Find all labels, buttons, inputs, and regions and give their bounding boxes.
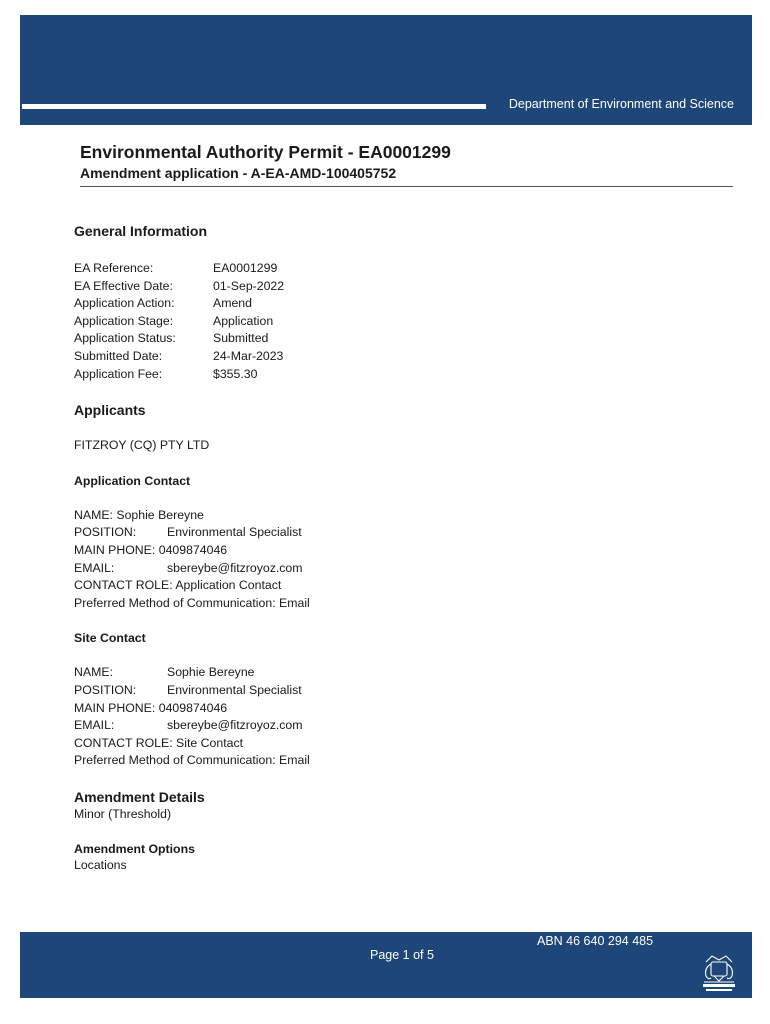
page-number: Page 1 of 5 [370, 948, 434, 962]
contact-name: NAME: Sophie Bereyne [74, 507, 204, 522]
section-heading: Amendment Details [74, 788, 205, 805]
contact-email: sbereybe@fitzroyoz.com [167, 718, 303, 733]
footer-band [20, 932, 752, 998]
info-value: 24-Mar-2023 [213, 348, 284, 363]
info-value: 01-Sep-2022 [213, 278, 285, 293]
preferred-communication: Preferred Method of Communication: Email [74, 753, 310, 768]
info-label: Application Fee: [74, 366, 163, 381]
contact-row [74, 682, 734, 700]
contact-row [74, 542, 734, 560]
info-value: EA0001299 [213, 261, 278, 275]
contact-row [74, 524, 734, 542]
applicants-section [74, 401, 734, 455]
preferred-communication: Preferred Method of Communication: Email [74, 595, 310, 610]
abn-number: ABN 46 640 294 485 [537, 934, 654, 948]
department-name: Department of Environment and Science [508, 97, 734, 111]
contact-row [74, 560, 734, 578]
contact-label: POSITION: [74, 682, 137, 697]
contact-row [74, 700, 734, 718]
contact-value: 0409874046 [158, 700, 228, 715]
info-row [74, 278, 734, 296]
info-row [74, 295, 734, 313]
amendment-options-value: Locations [74, 858, 127, 873]
subsection-heading: Application Contact [74, 473, 191, 488]
document-subtitle: Amendment application - A-EA-AMD-100405752 [80, 165, 397, 181]
info-row [74, 313, 734, 331]
subsection-heading: Amendment Options [74, 842, 195, 857]
contact-value: Sophie Bereyne [167, 665, 255, 680]
queensland-government-crest-icon [696, 950, 742, 996]
section-heading: General Information [74, 223, 208, 239]
contact-label: MAIN PHONE: [74, 700, 156, 715]
info-label: Application Status: [74, 331, 176, 346]
site-contact-section [74, 630, 734, 770]
contact-value: Environmental Specialist [167, 525, 302, 540]
contact-value: 0409874046 [158, 542, 228, 557]
info-value: Application [213, 313, 274, 328]
document-body [74, 222, 734, 875]
contact-label: EMAIL: [74, 718, 115, 733]
info-label: EA Effective Date: [74, 278, 173, 293]
title-block [80, 142, 733, 187]
info-value: Amend [213, 296, 252, 311]
contact-label: NAME: [74, 665, 113, 680]
amendment-options-section [74, 841, 734, 875]
info-row [74, 330, 734, 348]
info-label: Application Stage: [74, 313, 174, 328]
general-information-section [74, 222, 734, 383]
contact-email: sbereybe@fitzroyoz.com [167, 560, 303, 575]
info-label: Submitted Date: [74, 348, 163, 363]
contact-role: CONTACT ROLE: Site Contact [74, 735, 244, 750]
info-row [74, 348, 734, 366]
contact-label: EMAIL: [74, 560, 115, 575]
info-label: EA Reference: [74, 261, 154, 275]
document-title: Environmental Authority Permit - EA0001299 [80, 142, 451, 162]
applicant-name: FITZROY (CQ) PTY LTD [74, 438, 210, 453]
contact-row [74, 664, 734, 682]
info-row [74, 366, 734, 384]
info-label: Application Action: [74, 296, 175, 311]
subsection-heading: Site Contact [74, 631, 146, 646]
info-value: Submitted [213, 331, 269, 346]
header-rule [22, 104, 486, 109]
contact-value: Environmental Specialist [167, 682, 302, 697]
info-value: $355.30 [213, 366, 258, 381]
contact-row [74, 717, 734, 735]
contact-label: MAIN PHONE: [74, 542, 156, 557]
header-band [20, 15, 752, 125]
contact-label: POSITION: [74, 525, 137, 540]
section-heading: Applicants [74, 402, 146, 419]
info-row [74, 260, 734, 278]
amendment-details-value: Minor (Threshold) [74, 806, 172, 821]
amendment-details-section [74, 788, 734, 824]
contact-role: CONTACT ROLE: Application Contact [74, 578, 282, 593]
application-contact-section [74, 473, 734, 613]
